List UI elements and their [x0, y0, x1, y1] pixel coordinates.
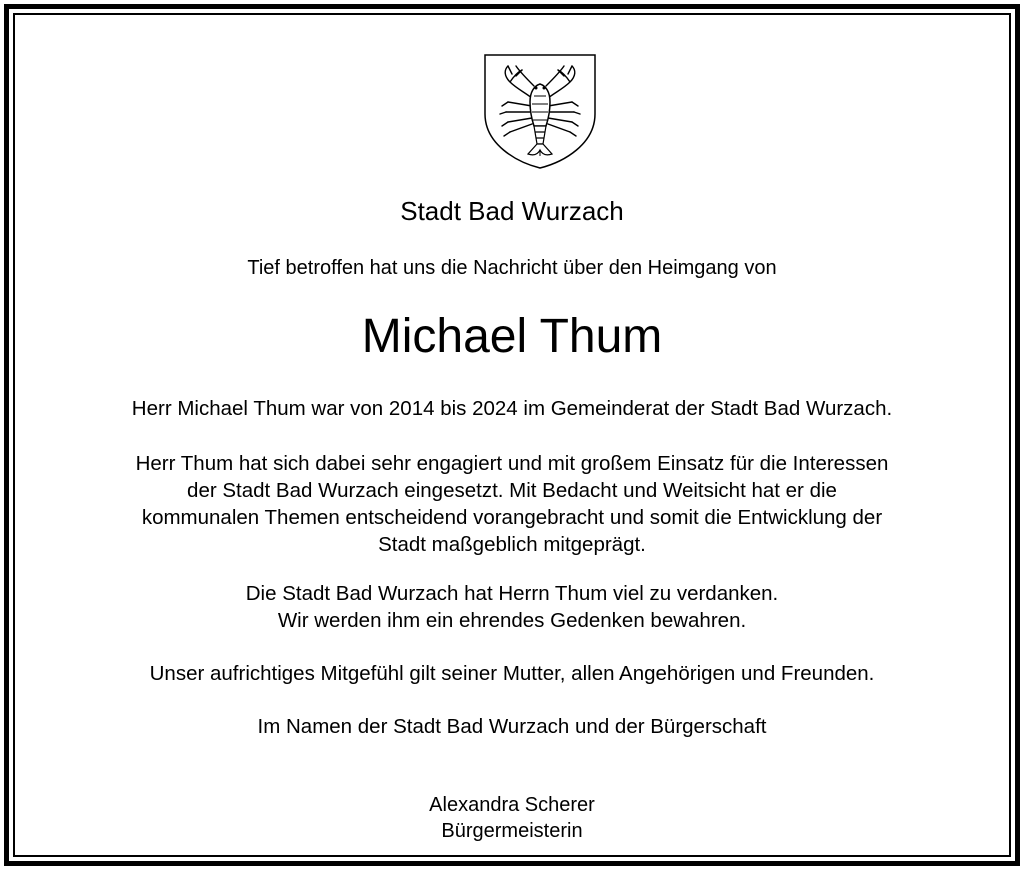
paragraph-engagement-line-2: der Stadt Bad Wurzach eingesetzt. Mit Bedacht und Weitsicht hat er die	[187, 479, 837, 502]
paragraph-on-behalf: Im Namen der Stadt Bad Wurzach und der Bürgerschaft	[257, 715, 767, 738]
paragraph-engagement-line-1: Herr Thum hat sich dabei sehr engagiert und mit großem Einsatz für die Interessen	[135, 452, 889, 475]
intro-text: Tief betroffen hat uns die Nachricht über den Heimgang von	[247, 257, 777, 279]
crayfish-coat-of-arms-icon	[482, 52, 598, 170]
paragraph-gratitude-line-1: Die Stadt Bad Wurzach hat Herrn Thum viel zu verdanken.	[245, 582, 779, 605]
paragraph-engagement-line-3: kommunalen Themen entscheidend vorangebracht und somit die Entwicklung der	[141, 506, 883, 529]
paragraph-term: Herr Michael Thum war von 2014 bis 2024 im Gemeinderat der Stadt Bad Wurzach.	[131, 397, 893, 420]
paragraph-engagement-line-4: Stadt maßgeblich mitgeprägt.	[378, 533, 646, 556]
signatory-name: Alexandra Scherer	[429, 794, 595, 816]
paragraph-condolence: Unser aufrichtiges Mitgefühl gilt seiner Mutter, allen Angehörigen und Freunden.	[149, 662, 875, 685]
deceased-name: Michael Thum	[361, 310, 663, 363]
paragraph-gratitude-line-2: Wir werden ihm ein ehrendes Gedenken bewahren.	[277, 609, 747, 632]
issuer-heading: Stadt Bad Wurzach	[400, 196, 624, 226]
signatory-title: Bürgermeisterin	[441, 820, 583, 842]
